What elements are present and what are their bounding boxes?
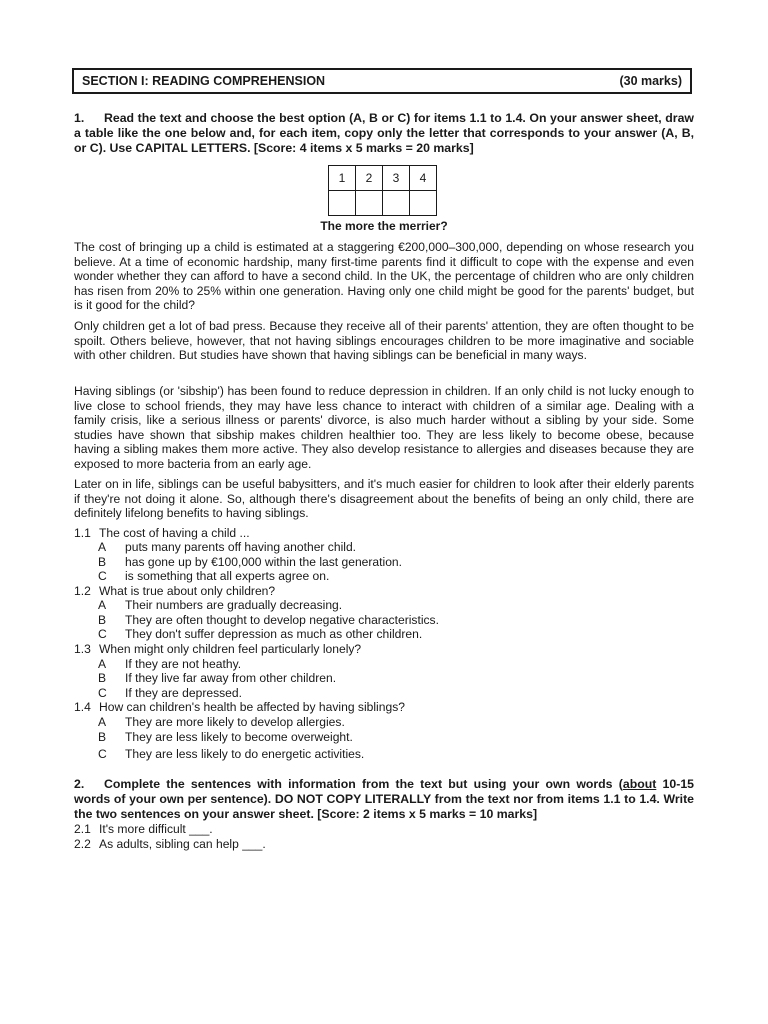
option-text: They don't suffer depression as much as other children. [125, 627, 423, 641]
item-number: 1.1 [74, 526, 91, 540]
question-item [74, 642, 361, 657]
section-marks: (30 marks) [619, 74, 682, 88]
answer-option [98, 569, 329, 584]
option-text: If they live far away from other children. [125, 671, 337, 685]
question-item [74, 584, 275, 599]
answer-option [98, 671, 336, 686]
option-letter: A [98, 715, 107, 729]
option-letter: C [98, 627, 107, 641]
answer-option [98, 686, 242, 701]
passage-paragraph: Having siblings (or 'sibship') has been found to reduce depression in children. If an only child is not lucky enough to live close to school friends, they may have less chance to interact with children of a similar age. Dealing with a family crisis, like a serious illness or parents' divorce, is also much harder without a sibling by your side. Some studies have shown that sibship makes children healthier too. They are less likely to become obese, because having a sibling makes them more active. They also develop resistance to allergies and diseases because they are exposed to more bacteria from an early age. [74, 384, 694, 471]
option-letter: A [98, 598, 107, 612]
passage-title: The more the merrier? [320, 219, 448, 233]
answer-table-cell [383, 191, 410, 216]
option-text: puts many parents off having another child. [125, 540, 357, 554]
answer-option [98, 613, 439, 628]
option-text: They are less likely to become overweight. [125, 730, 353, 744]
option-letter: A [98, 540, 107, 554]
question-1-number: 1. [74, 111, 85, 125]
item-sentence: As adults, sibling can help ___. [99, 837, 266, 851]
answer-option [98, 715, 345, 730]
option-letter: B [98, 671, 107, 685]
section-header [72, 68, 692, 94]
option-text: Their numbers are gradually decreasing. [125, 598, 343, 612]
answer-option [98, 540, 356, 555]
item-number: 1.4 [74, 700, 91, 714]
question-2-underlined-word: about [622, 777, 657, 791]
option-letter: B [98, 730, 107, 744]
question-2-text-part2: 10-15 words of your own per sentence). DO NOT COPY LITERALLY from the text nor from items 1.1 to 1.4. Write the two sentences on your answer sheet. [Score: 2 items x 5 marks = 10 marks] [74, 777, 695, 821]
option-text: They are less likely to do energetic activities. [125, 747, 365, 761]
question-1-text: Read the text and choose the best option (A, B or C) for items 1.1 to 1.4. On your answer sheet, draw a table like the one below and, for each item, copy only the letter that corresponds to your answer (A, B, or C). Use CAPITAL LETTERS. [Score: 4 items x 5 marks = 20 marks] [74, 111, 694, 155]
answer-table-header: 1 [329, 166, 356, 191]
answer-option [98, 598, 342, 613]
option-text: They are more likely to develop allergies. [125, 715, 345, 729]
question-2-text-part1: Complete the sentences with information from the text but using your own words ( [104, 777, 623, 791]
answer-table-cell [356, 191, 383, 216]
answer-table-cell [329, 191, 356, 216]
question-item [74, 700, 405, 715]
item-number: 2.1 [74, 822, 91, 836]
answer-option [98, 555, 402, 570]
answer-option [98, 730, 353, 745]
option-letter: B [98, 555, 107, 569]
option-letter: B [98, 613, 107, 627]
question-item [74, 526, 250, 541]
option-letter: A [98, 657, 107, 671]
option-text: If they are depressed. [125, 686, 242, 700]
item-number: 1.2 [74, 584, 91, 598]
option-letter: C [98, 747, 107, 761]
option-text: They are often thought to develop negative characteristics. [125, 613, 439, 627]
passage-paragraph: Only children get a lot of bad press. Because they receive all of their parents' attention, they are often thought to be spoilt. Others believe, however, that not having siblings encourages children to be more imaginative and sociable with other children. But studies have shown that having siblings can be beneficial in many ways. [74, 319, 694, 363]
option-text: has gone up by €100,000 within the last generation. [125, 555, 403, 569]
item-number: 1.3 [74, 642, 91, 656]
question-2-item [74, 837, 266, 852]
answer-table-header: 3 [383, 166, 410, 191]
item-question: What is true about only children? [99, 584, 276, 598]
question-2-instruction [74, 777, 694, 822]
option-text: If they are not heathy. [125, 657, 242, 671]
answer-option [98, 747, 364, 762]
answer-option [98, 627, 422, 642]
answer-table-header: 4 [410, 166, 437, 191]
section-title: SECTION I: READING COMPREHENSION [82, 74, 326, 88]
answer-table-cell [410, 191, 437, 216]
option-text: is something that all experts agree on. [125, 569, 330, 583]
option-letter: C [98, 569, 107, 583]
answer-option [98, 657, 241, 672]
item-question: When might only children feel particularly lonely? [99, 642, 362, 656]
question-2-number: 2. [74, 777, 85, 791]
item-number: 2.2 [74, 837, 91, 851]
answer-table-header: 2 [356, 166, 383, 191]
passage-paragraph: Later on in life, siblings can be useful babysitters, and it's much easier for children to look after their elderly parents if they're not doing it alone. So, although there's disagreement about the benefits of being an only child, there are definitely lifelong benefits to having siblings. [74, 477, 694, 521]
answer-table [328, 165, 437, 216]
question-2-item [74, 822, 213, 837]
passage-paragraph: The cost of bringing up a child is estimated at a staggering €200,000–300,000, depending on whose research you believe. At a time of economic hardship, many first-time parents find it difficult to cope with the expense and even wonder whether they can afford to have a second child. In the UK, the percentage of children who are only children has risen from 20% to 25% within one generation. Having only one child might be good for the parents' budget, but is it good for the child? [74, 240, 694, 313]
item-question: The cost of having a child ... [99, 526, 250, 540]
item-sentence: It's more difficult ___. [99, 822, 213, 836]
option-letter: C [98, 686, 107, 700]
question-1-instruction [74, 111, 694, 156]
item-question: How can children's health be affected by having siblings? [99, 700, 405, 714]
